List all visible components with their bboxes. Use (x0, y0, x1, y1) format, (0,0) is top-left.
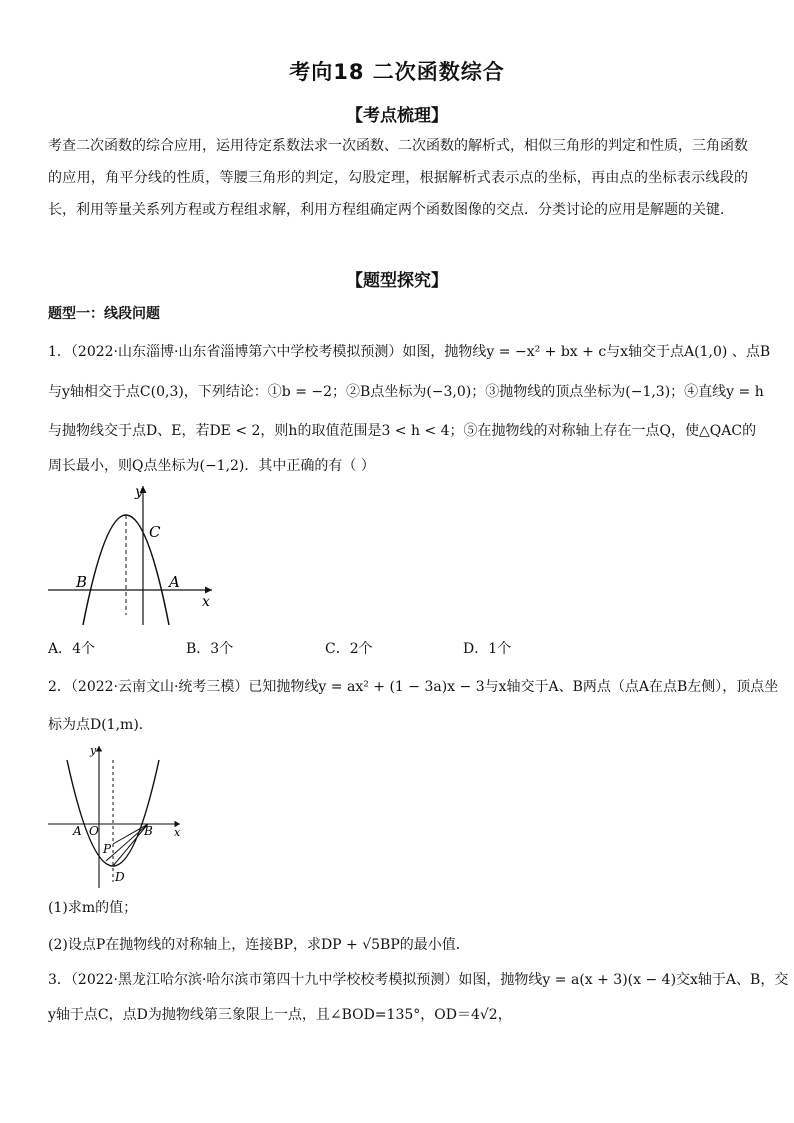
subtype-heading: 题型一：线段问题 (48, 306, 160, 322)
q2-fig-a-label: A (73, 824, 82, 838)
q2-segment-pb (113, 824, 148, 844)
q1-option-d[interactable]: D．1个 (463, 641, 512, 657)
q1-fig-y-label: y (135, 484, 143, 500)
q3-line-1: 3．（2022·黑龙江哈尔滨·哈尔滨市第四十九中学校校考模拟预测）如图，抛物线y = a(x + 3)(x − 4)交x轴于A、B，交 (48, 972, 789, 988)
q2-fig-y-label: y (90, 744, 97, 757)
q1-option-c[interactable]: C．2个 (325, 641, 373, 657)
q1-fig-x-label: x (202, 594, 210, 610)
q1-fig-a-label: A (169, 573, 180, 591)
q1-parabola-figure (40, 480, 220, 630)
q1-line-4: 周长最小，则Q点坐标为(−1,2)．其中正确的有（ ） (48, 458, 375, 474)
q2-parabola-figure (40, 742, 190, 890)
q1-fig-c-label: C (149, 523, 161, 541)
q1-option-b[interactable]: B．3个 (186, 641, 234, 657)
q2-fig-p-label: P (103, 842, 112, 856)
q1-line-3: 与抛物线交于点D、E，若DE < 2，则h的取值范围是3 < h < 4；⑤在抛物线的对称轴上存在一点Q，使△QAC的 (48, 423, 757, 439)
q1-option-a[interactable]: A．4个 (48, 641, 96, 657)
q2-fig-o-label: O (89, 824, 99, 838)
q2-line-2: 标为点D(1,m)． (48, 717, 153, 733)
q2-fig-x-label: x (174, 826, 181, 839)
intro-paragraph: 考查二次函数的综合应用，运用待定系数法求一次函数、二次函数的解析式，相似三角形的判定和性质，三角函数的应用，角平分线的性质，等腰三角形的判定，勾股定理，根据解析式表示点的坐标，再由点的坐标表示线段的长，利用等量关系列方程或方程组求解，利用方程组确定两个函数图像的交点．分类讨论的应用是解题的关键． (48, 138, 748, 218)
q2-line-1: 2．（2022·云南文山·统考三模）已知抛物线y = ax² + (1 − 3a)x − 3与x轴交于A、B两点（点A在点B左侧），顶点坐 (48, 679, 779, 695)
q2-segment-db (113, 824, 148, 866)
q1-line-2: 与y轴相交于点C(0,3)，下列结论：①b = −2；②B点坐标为(−3,0)；③抛物线的顶点坐标为(−1,3)；④直线y = h (48, 384, 764, 400)
section-heading-question-types: 【题型探究】 (346, 271, 448, 291)
q2-fig-b-label: B (144, 824, 153, 838)
q2-fig-d-label: D (115, 870, 125, 884)
section-heading-key-points: 【考点梳理】 (346, 106, 448, 126)
q1-fig-b-label: B (76, 573, 88, 591)
q1-line-1: 1．（2022·山东淄博·山东省淄博第六中学校考模拟预测）如图，抛物线y = −x² + bx + c与x轴交于点A(1,0) 、点B (48, 344, 771, 360)
q2-part-2: (2)设点P在抛物线的对称轴上，连接BP，求DP + √5BP的最小值． (48, 937, 470, 953)
q3-line-2: y轴于点C，点D为抛物线第三象限上一点，且∠BOD=135°，OD＝4√2， (48, 1007, 512, 1023)
page-title: 考向18 二次函数综合 (289, 60, 505, 84)
q2-part-1: (1)求m的值； (48, 900, 138, 916)
